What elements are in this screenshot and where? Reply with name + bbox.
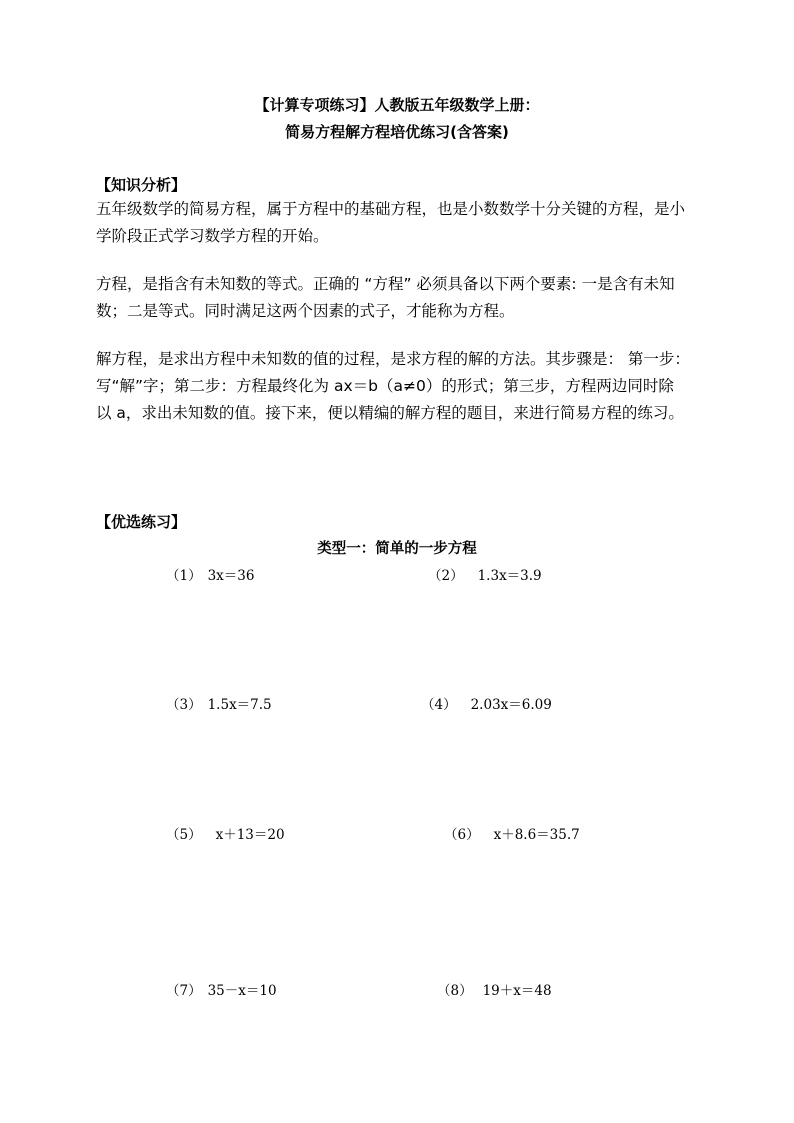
problem-equation: 3x＝36 <box>207 568 255 584</box>
paragraph-line: 方程，是指含有未知数的等式。正确的 “方程” 必须具备以下两个要素: 一是含有未知 <box>96 275 675 293</box>
paragraph-line: 五年级数学的简易方程，属于方程中的基础方程，也是小数数学十分关键的方程，是小 <box>96 200 686 218</box>
problem-number: （1） <box>166 568 202 584</box>
paragraph-line: 写“解”字；第二步：方程最终化为 ax＝b（a≠0）的形式；第三步，方程两边同时除 <box>96 377 674 395</box>
problem-equation: 19＋x＝48 <box>482 983 552 999</box>
problem-2 <box>428 564 542 584</box>
problem-equation: 1.5x＝7.5 <box>207 697 272 713</box>
problem-equation: 2.03x＝6.09 <box>470 697 552 713</box>
document-title-line-1: 【计算专项练习】人教版五年级数学上册： <box>254 96 540 114</box>
problem-number: （8） <box>437 983 473 999</box>
paragraph-line: 以 a，求出未知数的值。接下来，便以精编的解方程的题目，来进行简易方程的练习。 <box>96 404 684 422</box>
problem-type-heading: 类型一：简单的一步方程 <box>317 541 477 557</box>
paragraph-line: 数；二是等式。同时满足这两个因素的式子，才能称为方程。 <box>96 302 515 320</box>
problem-equation: x＋8.6＝35.7 <box>493 827 580 843</box>
problem-7 <box>166 979 277 999</box>
problem-number: （4） <box>421 697 457 713</box>
problem-equation: 35－x＝10 <box>207 983 277 999</box>
problem-1 <box>166 564 254 584</box>
paragraph-line: 解方程，是求出方程中未知数的值的过程，是求方程的解的方法。其步骤是： 第一步： <box>96 350 690 368</box>
problem-4 <box>421 693 552 713</box>
problem-3 <box>166 693 272 713</box>
paragraph-line: 学阶段正式学习数学方程的开始。 <box>96 227 329 245</box>
problem-equation: x＋13＝20 <box>215 827 285 843</box>
document-title-line-2: 简易方程解方程培优练习(含答案) <box>285 123 509 141</box>
problem-5 <box>166 823 285 843</box>
problem-number: （2） <box>428 568 464 584</box>
problem-6 <box>444 823 580 843</box>
knowledge-paragraph-2 <box>96 271 706 325</box>
knowledge-section-heading: 【知识分析】 <box>96 176 187 194</box>
problem-number: （3） <box>166 697 202 713</box>
problem-equation: 1.3x＝3.9 <box>477 568 542 584</box>
practice-section-heading: 【优选练习】 <box>96 513 187 531</box>
knowledge-paragraph-1 <box>96 196 706 250</box>
problem-8 <box>437 979 552 999</box>
knowledge-paragraph-3 <box>96 346 706 427</box>
problem-number: （7） <box>166 983 202 999</box>
problem-number: （6） <box>444 827 480 843</box>
problem-number: （5） <box>166 827 202 843</box>
